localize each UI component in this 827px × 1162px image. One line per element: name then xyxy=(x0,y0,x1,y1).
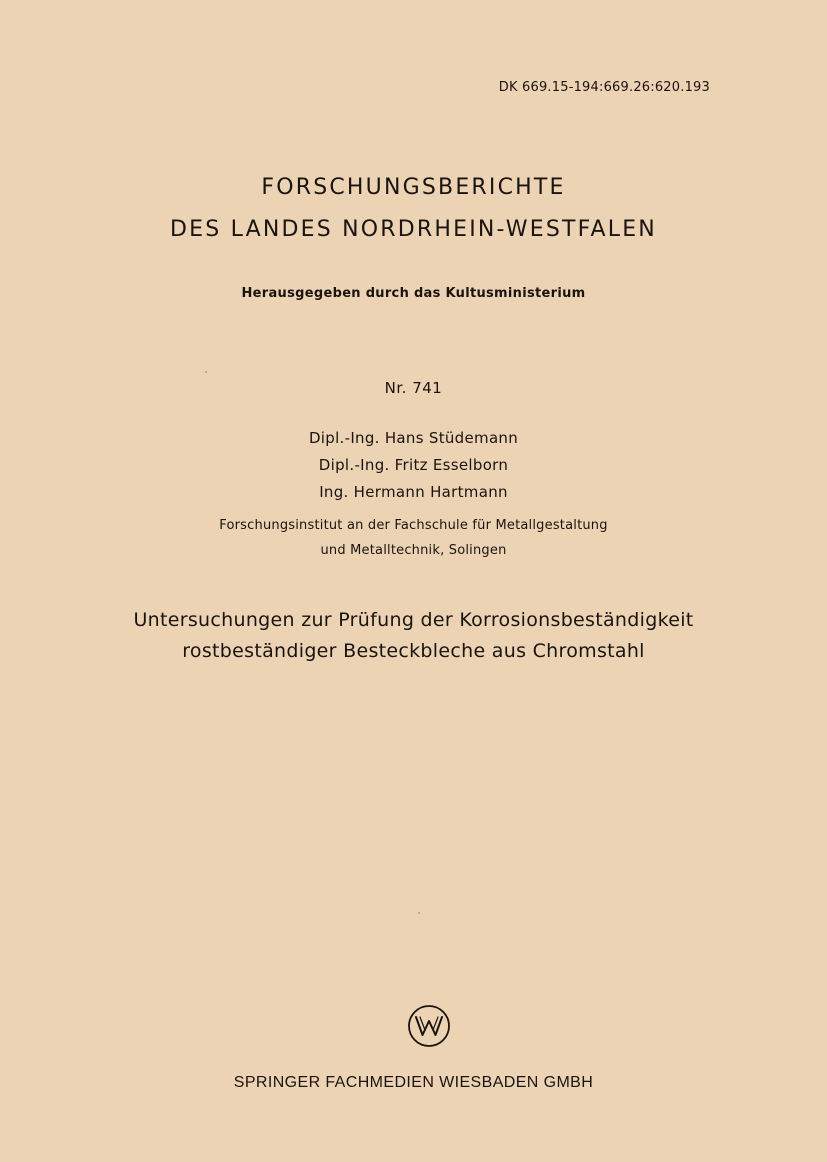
publisher-name: SPRINGER FACHMEDIEN WIESBADEN GMBH xyxy=(233,1074,594,1091)
series-title-line-2: DES LANDES NORDRHEIN-WESTFALEN xyxy=(170,217,657,242)
classification-number: DK 669.15-194:669.26:620.193 xyxy=(498,80,710,95)
issue-number: Nr. 741 xyxy=(384,379,443,397)
author-1: Dipl.-Ing. Hans Stüdemann xyxy=(308,429,519,447)
editor-note: Herausgegeben durch das Kultusministerium xyxy=(241,286,586,301)
book-title-line-2: rostbeständiger Besteckbleche aus Chromstahl xyxy=(182,640,645,662)
institute-line-2: und Metalltechnik, Solingen xyxy=(320,543,507,558)
institute-line-1: Forschungsinstitut an der Fachschule für Metallgestaltung xyxy=(219,518,608,533)
author-3: Ing. Hermann Hartmann xyxy=(319,483,508,501)
author-2: Dipl.-Ing. Fritz Esselborn xyxy=(318,456,509,474)
publisher-logo-icon xyxy=(407,1004,451,1048)
book-title-line-1: Untersuchungen zur Prüfung der Korrosionsbeständigkeit xyxy=(133,609,694,631)
series-title-line-1: FORSCHUNGSBERICHTE xyxy=(261,175,566,200)
paper-speck xyxy=(205,371,207,373)
paper-speck xyxy=(418,912,420,914)
